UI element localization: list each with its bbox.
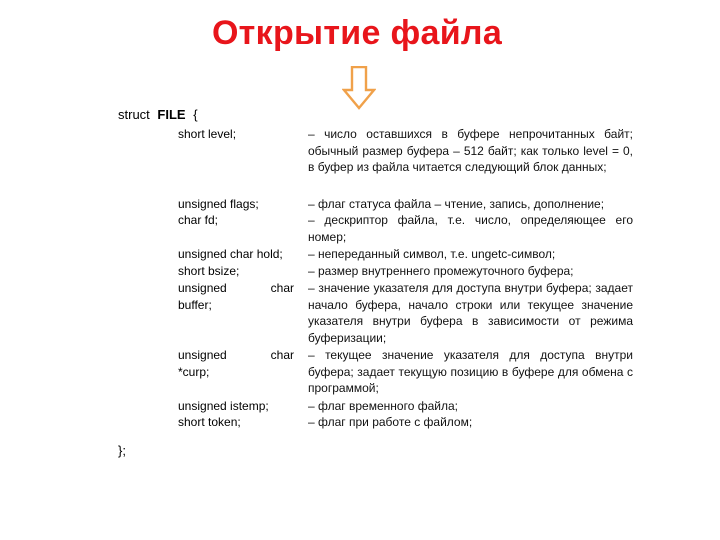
field-desc-curp: – текущее значение указателя для доступа внутри буфера; задает текущую позицию в буфере для обмена с программой;	[308, 348, 633, 396]
open-brace: {	[193, 107, 198, 122]
field-desc-level: – число оставшихся в буфере непрочитанных байт; обычный размер буфера – 512 байт; как только level = 0, в буфер из файла читается следующий блок данных;	[308, 127, 633, 175]
field-desc-buffer: – значение указателя для доступа внутри буфера; задает начало буфера, начало строки или текущее значение указателя внутри буфера в зависимости от режима буферизации;	[308, 281, 633, 345]
field-desc-istemp: – флаг временного файла;	[308, 399, 458, 413]
field-decl-buffer-line1: unsigned char	[178, 281, 294, 295]
field-decl-fd: char fd;	[178, 213, 219, 227]
field-decl-istemp: unsigned istemp;	[178, 399, 269, 413]
field-desc-hold: – непереданный символ, т.е. ungetc-символ;	[308, 247, 556, 261]
struct-keyword: struct	[118, 107, 150, 122]
field-decl-token: short token;	[178, 415, 241, 429]
field-desc-token: – флаг при работе с файлом;	[308, 415, 473, 429]
down-arrow-icon	[342, 66, 376, 110]
field-desc-bsize: – размер внутреннего промежуточного буфера;	[308, 264, 574, 278]
slide-title	[0, 14, 720, 53]
field-decl-flags: unsigned flags;	[178, 197, 259, 211]
field-desc-fd: – дескриптор файла, т.е. число, определяющее его номер;	[308, 213, 633, 244]
field-decl-bsize: short bsize;	[178, 264, 240, 278]
field-decl-curp-line2: *curp;	[178, 364, 210, 379]
slide-title-text: Открытие файла	[211, 14, 503, 52]
field-desc-flags: – флаг статуса файла – чтение, запись, дополнение;	[308, 197, 605, 211]
field-decl-curp	[178, 347, 294, 380]
struct-close: };	[118, 443, 126, 458]
field-decl-hold: unsigned char hold;	[178, 247, 283, 261]
field-decl-buffer	[178, 280, 294, 313]
field-decl-buffer-line2: buffer;	[178, 297, 212, 312]
field-decl-level: short level;	[178, 127, 237, 141]
struct-name: FILE	[157, 107, 186, 122]
field-decl-curp-line1: unsigned char	[178, 348, 294, 362]
struct-header	[118, 107, 198, 122]
